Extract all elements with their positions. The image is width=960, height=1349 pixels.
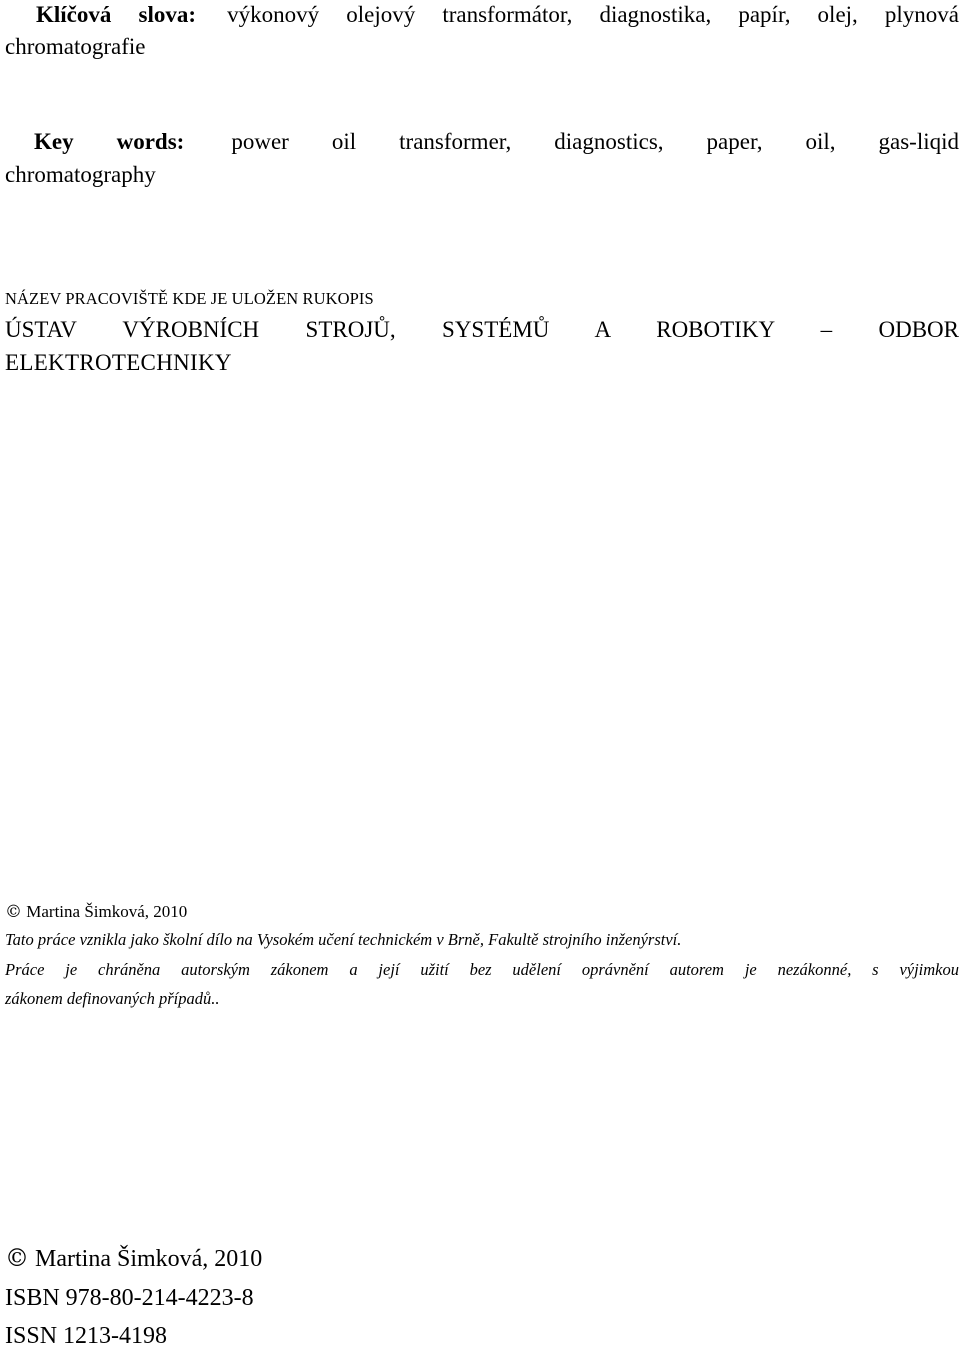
- isbn: ISBN 978-80-214-4223-8: [5, 1285, 254, 1311]
- keywords-en-line2: chromatography: [5, 162, 156, 187]
- keywords-en-line1: [34, 130, 959, 153]
- issn: ISSN 1213-4198: [5, 1323, 168, 1349]
- workplace-line1: ÚSTAV VÝROBNÍCH STROJŮ, SYSTÉMŮ A ROBOTIKY – ODBOR: [5, 317, 959, 342]
- copyright-small-text: Martina Šimková, 2010: [26, 902, 188, 921]
- keywords-en-label: Key words:: [34, 129, 185, 154]
- copyright-large-text: Martina Šimková, 2010: [35, 1246, 263, 1272]
- copyright-small: [5, 903, 187, 921]
- notice-line2: Práce je chráněna autorským zákonem a její užití bez udělení oprávnění autorem je nezákonné, s výjimkou: [5, 960, 959, 979]
- copyright-icon: ©: [5, 902, 22, 922]
- copyright-large: [5, 1246, 262, 1271]
- keywords-cz-line2: chromatografie: [5, 34, 146, 59]
- workplace-line2: ELEKTROTECHNIKY: [5, 350, 232, 375]
- notice-line3: zákonem definovaných případů..: [5, 989, 220, 1008]
- workplace-heading: NÁZEV PRACOVIŠTĚ KDE JE ULOŽEN RUKOPIS: [5, 289, 374, 308]
- keywords-cz-label: Klíčová slova:: [36, 2, 196, 27]
- copyright-large-icon: ©: [5, 1244, 29, 1272]
- keywords-en-text: power oil transformer, diagnostics, paper, oil, gas-liqid: [231, 129, 959, 154]
- notice-line1: Tato práce vznikla jako školní dílo na Vysokém učení technickém v Brně, Fakultě strojního inženýrství.: [5, 930, 682, 949]
- keywords-cz-text: výkonový olejový transformátor, diagnostika, papír, olej, plynová: [227, 2, 959, 27]
- keywords-cz-line1: [36, 3, 959, 26]
